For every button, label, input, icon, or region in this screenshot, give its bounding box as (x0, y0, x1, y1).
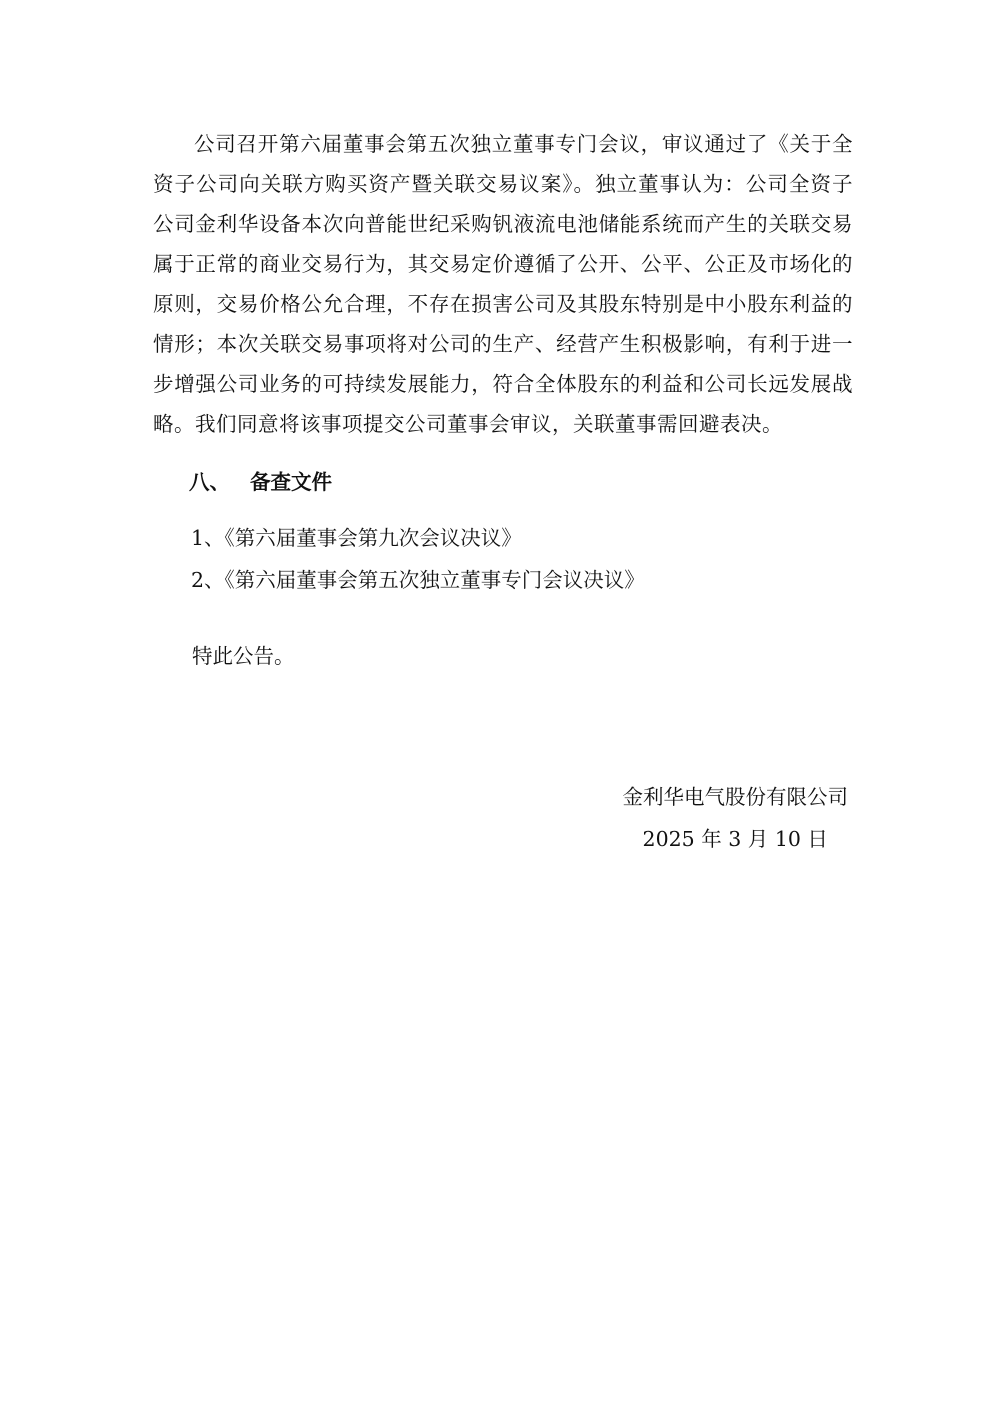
reference-file-item: 1、《第六届董事会第九次会议决议》 (191, 526, 522, 550)
closing-statement: 特此公告。 (192, 644, 295, 668)
section-title: 备查文件 (250, 470, 332, 494)
signature-block (623, 776, 849, 860)
signature-date: 2025 年 3 月 10 日 (642, 827, 828, 851)
section-heading (189, 464, 332, 500)
reference-file-item: 2、《第六届董事会第五次独立董事专门会议决议》 (191, 568, 645, 592)
body-paragraph: 公司召开第六届董事会第五次独立董事专门会议，审议通过了《关于全资子公司向关联方购买资产暨关联交易议案》。独立董事认为：公司全资子公司金利华设备本次向普能世纪采购钒液流电池储能系统而产生的关联交易属于正常的商业交易行为，其交易定价遵循了公开、公平、公正及市场化的原则，交易价格公允合理，不存在损害公司及其股东特别是中小股东利益的情形；本次关联交易事项将对公司的生产、经营产生积极影响，有利于进一步增强公司业务的可持续发展能力，符合全体股东的利益和公司长远发展战略。我们同意将该事项提交公司董事会审议，关联董事需回避表决。 (153, 132, 853, 436)
section-number: 八、 (189, 470, 230, 494)
company-name: 金利华电气股份有限公司 (622, 785, 848, 809)
reference-file-list (191, 517, 645, 601)
